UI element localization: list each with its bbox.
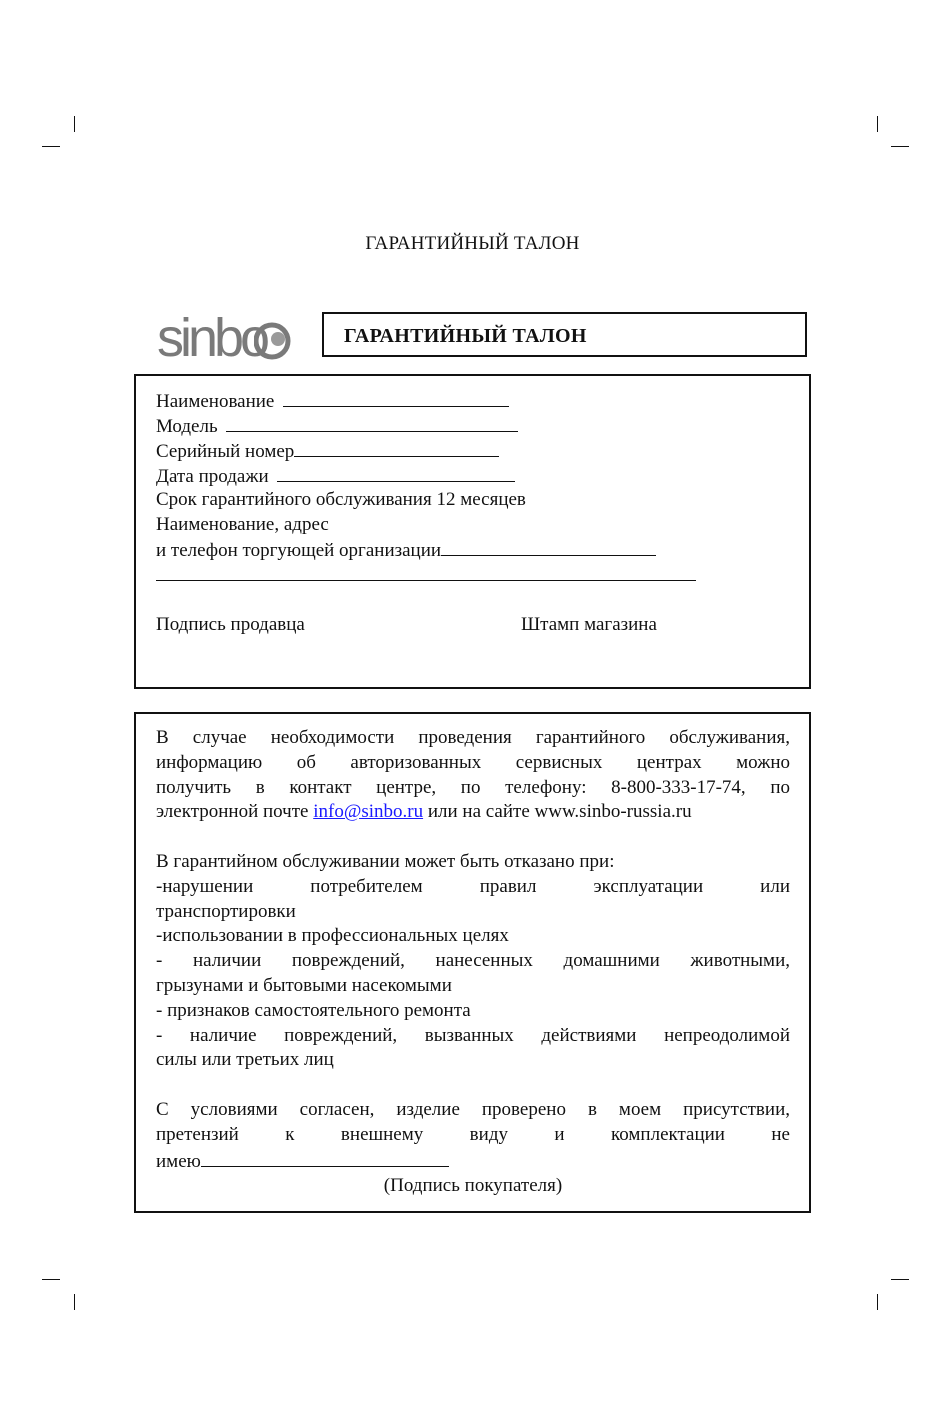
crop-mark xyxy=(891,146,909,147)
crop-mark xyxy=(42,1279,60,1280)
serial-field-line[interactable] xyxy=(294,438,499,457)
seller-signature-label: Подпись продавца xyxy=(156,614,305,635)
model-row xyxy=(156,413,518,439)
header-box xyxy=(322,312,807,357)
text-line: - наличие повреждений, вызванных действиями непреодолимой xyxy=(156,1024,790,1046)
model-label: Модель xyxy=(156,416,218,437)
text-line: В случае необходимости проведения гарантийного обслуживания, xyxy=(156,727,790,748)
service-info-box xyxy=(134,712,811,1213)
name-label: Наименование xyxy=(156,391,275,412)
crop-mark xyxy=(74,1294,75,1310)
crop-mark xyxy=(891,1279,909,1280)
text-line xyxy=(156,800,790,825)
store-stamp-label: Штамп магазина xyxy=(521,614,657,635)
sale-date-field-line[interactable] xyxy=(277,463,515,482)
logo-ring-icon xyxy=(254,321,294,361)
org-field-line-2[interactable] xyxy=(156,562,696,581)
page-title: ГАРАНТИЙНЫЙ ТАЛОН xyxy=(365,233,580,254)
text-line: транспортировки xyxy=(156,900,296,922)
org-label-1: Наименование, адрес xyxy=(156,514,329,535)
text-line: информацию об авторизованных сервисных центрах можно xyxy=(156,751,790,773)
warranty-period: Срок гарантийного обслуживания 12 месяцев xyxy=(156,489,526,510)
text-line: -нарушении потребителем правил эксплуатации или xyxy=(156,875,790,897)
header-box-title: ГАРАНТИЙНЫЙ ТАЛОН xyxy=(344,325,587,347)
text-line: С условиями согласен, изделие проверено в моем присутствии, xyxy=(156,1099,790,1120)
model-field-line[interactable] xyxy=(226,413,518,432)
org-row-2 xyxy=(156,562,696,588)
warranty-form-box xyxy=(134,374,811,689)
serial-row xyxy=(156,438,499,464)
name-row xyxy=(156,388,509,414)
text-line: получить в контакт центре, по телефону: 8-800-333-17-74, по xyxy=(156,776,790,798)
buyer-signature-label: (Подпись покупателя) xyxy=(383,1175,563,1197)
sale-date-row xyxy=(156,463,515,489)
org-label-2: и телефон торгующей организации xyxy=(156,540,442,561)
org-field-line[interactable] xyxy=(441,537,656,556)
crop-mark xyxy=(877,116,878,132)
text-fragment: имею xyxy=(156,1150,201,1172)
buyer-signature-line[interactable] xyxy=(201,1148,449,1167)
text-line xyxy=(156,1148,790,1175)
crop-mark xyxy=(877,1294,878,1310)
text-line: силы или третьих лиц xyxy=(156,1049,334,1071)
denial-paragraph xyxy=(156,850,790,1073)
text-fragment: электронной почте xyxy=(156,801,314,823)
crop-mark xyxy=(42,146,60,147)
text-line: - наличии повреждений, нанесенных домашними животными, xyxy=(156,950,790,972)
logo-text: sinbo xyxy=(157,308,267,363)
crop-mark xyxy=(74,116,75,132)
text-line: -использовании в профессиональных целях xyxy=(156,925,509,947)
serial-label: Серийный номер xyxy=(156,441,295,462)
text-line: грызунами и бытовыми насекомыми xyxy=(156,974,452,996)
service-paragraph xyxy=(156,726,790,825)
sale-date-label: Дата продажи xyxy=(156,466,269,487)
text-line: претензий к внешнему виду и комплектации не xyxy=(156,1123,790,1145)
agreement-paragraph xyxy=(156,1098,790,1199)
text-fragment: или на сайте www.sinbo-russia.ru xyxy=(423,801,692,823)
name-field-line[interactable] xyxy=(283,388,509,407)
denial-intro: В гарантийном обслуживании может быть отказано при: xyxy=(156,851,615,872)
text-line: - признаков самостоятельного ремонта xyxy=(156,999,471,1021)
org-row xyxy=(156,537,656,563)
email-link[interactable]: info@sinbo.ru xyxy=(313,801,424,823)
